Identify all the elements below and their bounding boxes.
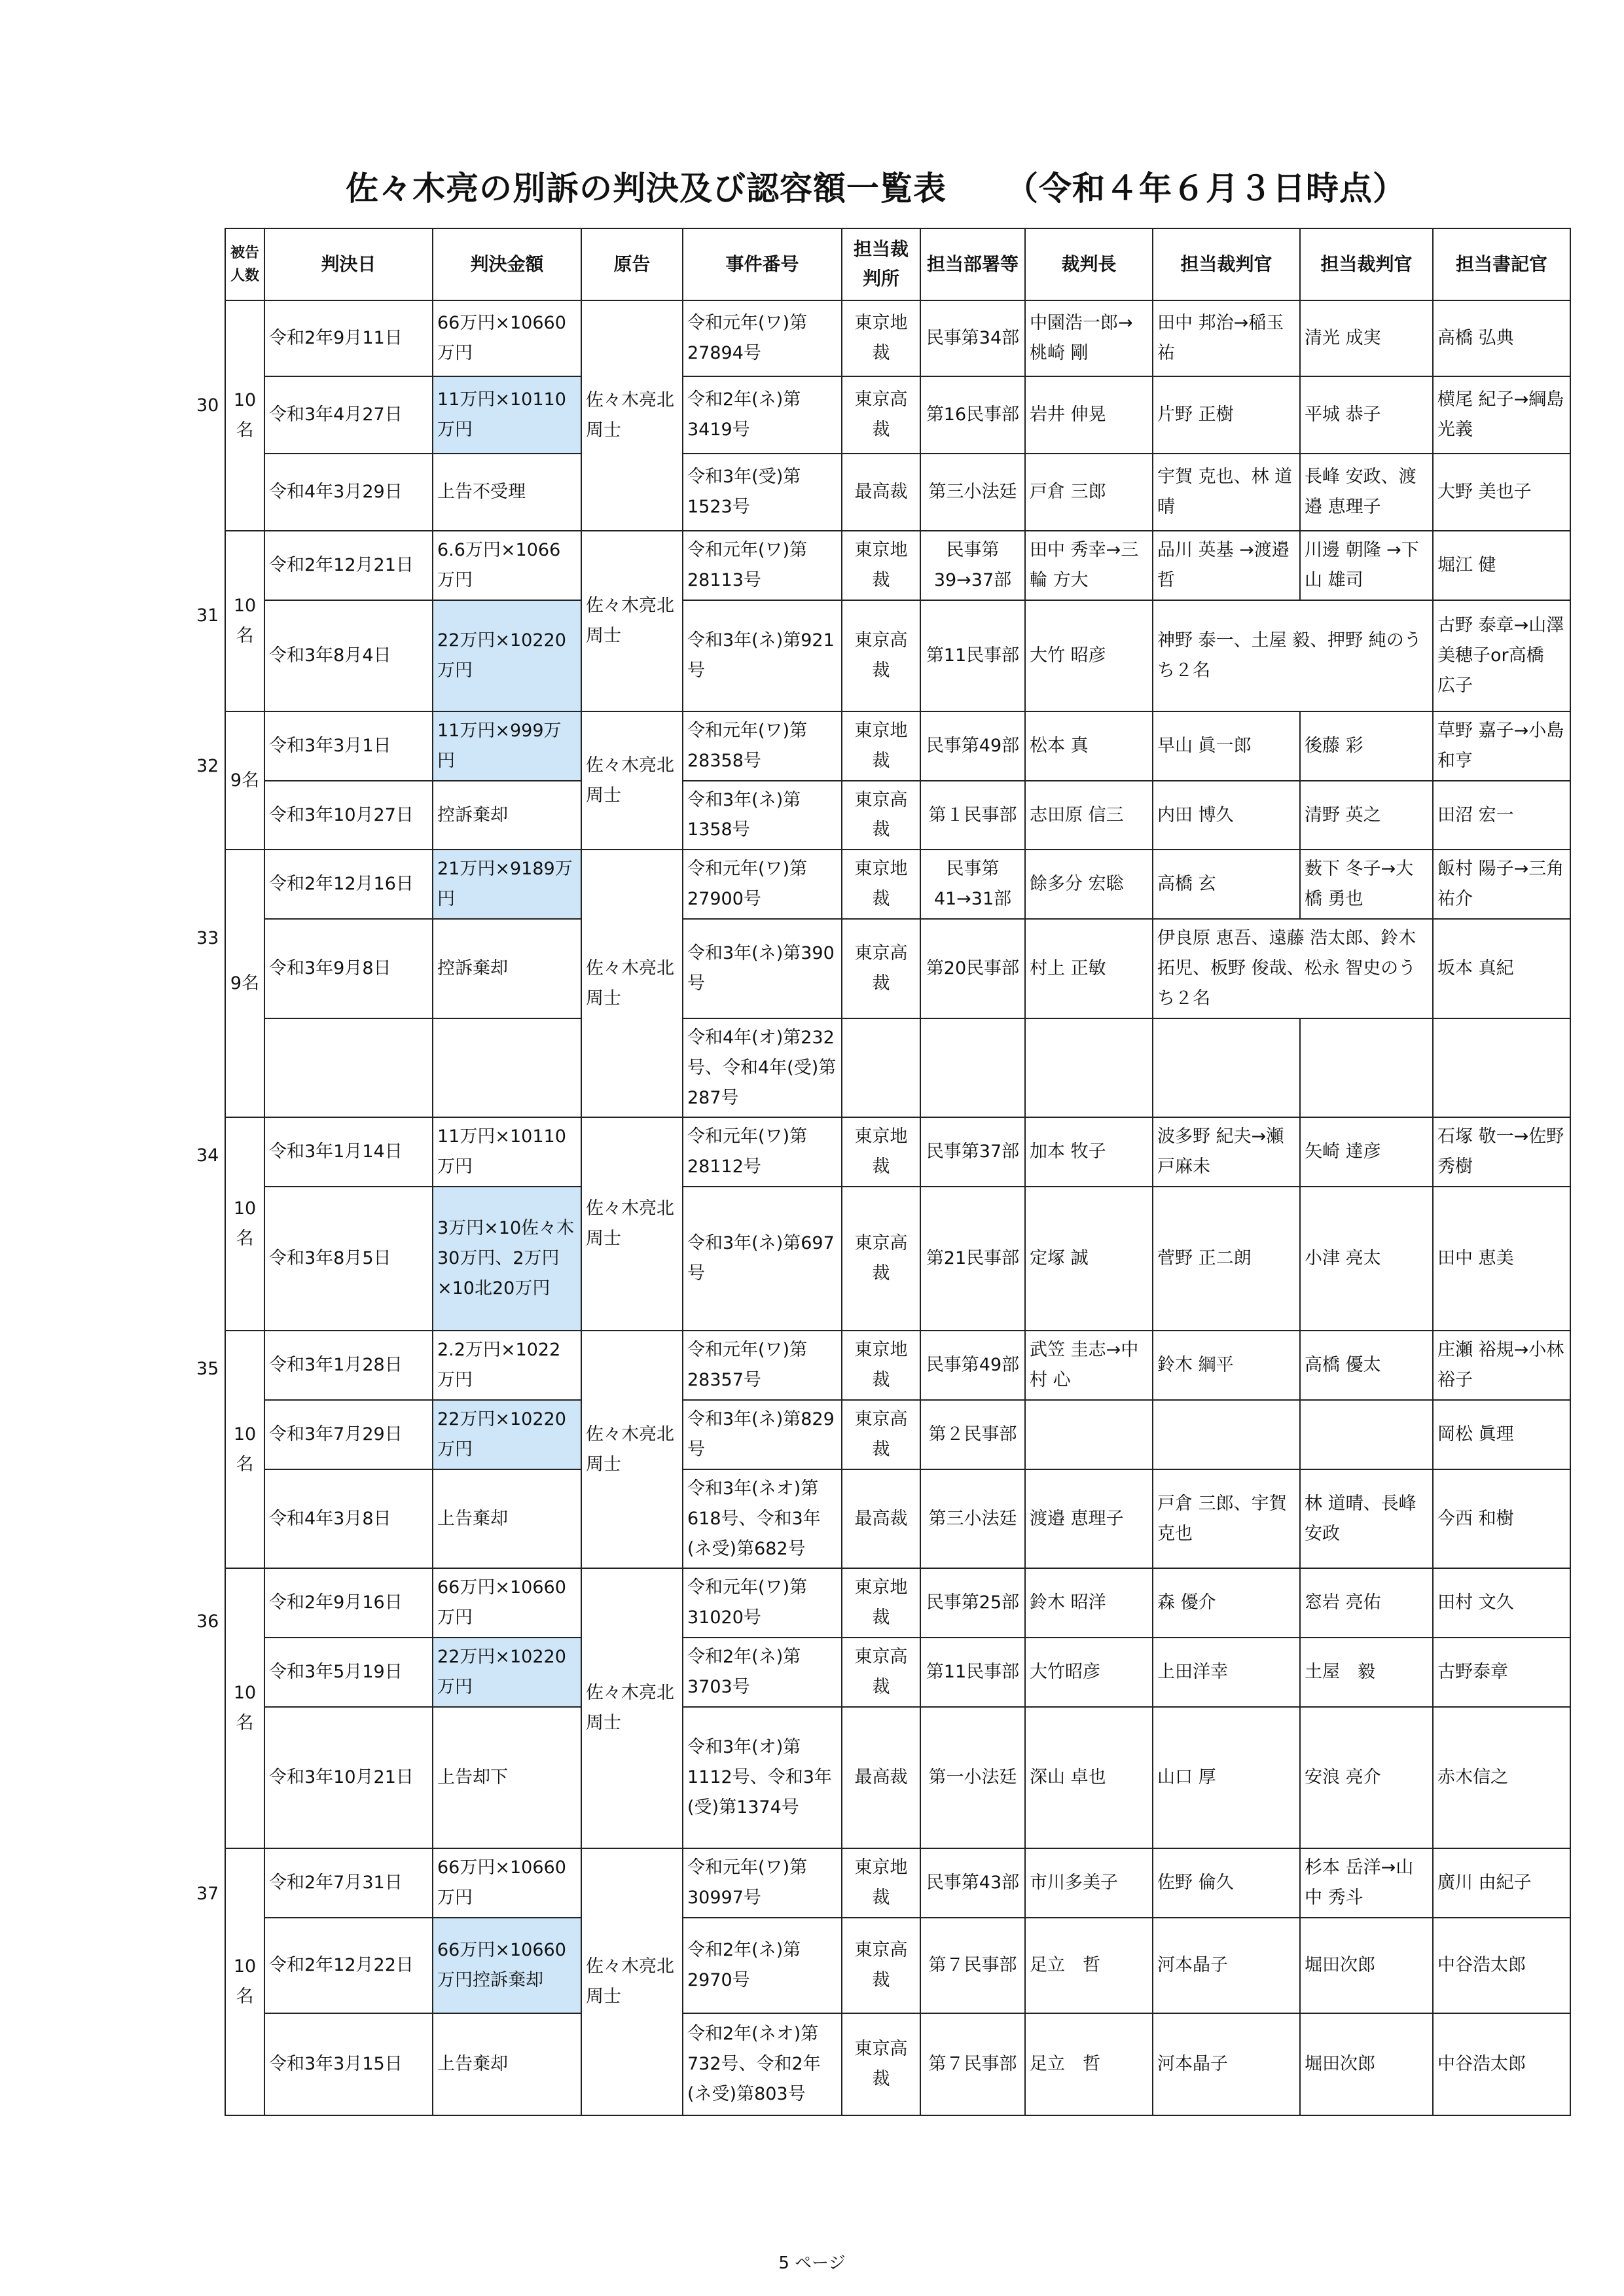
row-date: 令和2年9月11日: [264, 300, 433, 376]
header-judge2: 担当裁判官: [1300, 228, 1433, 300]
row-case: 令和元年(ワ)第28357号: [683, 1331, 842, 1400]
row-chief: 田中 秀幸→三輪 方大: [1025, 531, 1153, 600]
row-amount: 22万円×10220万円: [433, 600, 581, 711]
row-chief: [1025, 1400, 1153, 1469]
row-division: 民事第39→37部: [920, 531, 1025, 600]
row-chief: 定塚 誠: [1025, 1187, 1153, 1331]
row-clerk: 庄瀬 裕規→小林 裕子: [1433, 1331, 1570, 1400]
row-amount: 2.2万円×1022万円: [433, 1331, 581, 1400]
row-judge2: 長峰 安政、渡邉 恵理子: [1300, 454, 1433, 531]
row-court: 最高裁: [842, 1469, 920, 1569]
row-date: 令和3年1月28日: [264, 1331, 433, 1400]
row-amount: 上告却下: [433, 1707, 581, 1848]
row-judge2: 堀田次郎: [1300, 1918, 1433, 2013]
table-row: [225, 919, 1570, 1018]
row-judge1: 山口 厚: [1153, 1707, 1300, 1848]
row-chief: 鈴木 昭洋: [1025, 1568, 1153, 1638]
table-row: [225, 2013, 1570, 2115]
row-plaintiff: 佐々木亮北周士: [581, 1568, 683, 1848]
row-amount: 66万円×10660万円: [433, 1848, 581, 1918]
row-judge2: 土屋 毅: [1300, 1638, 1433, 1707]
row-division: 第16民事部: [920, 376, 1025, 454]
row-clerk: 飯村 陽子→三角 祐介: [1433, 850, 1570, 919]
row-judge1: 品川 英基 →渡邉 哲: [1153, 531, 1300, 600]
table-row: [225, 1918, 1570, 2013]
row-court: 東京高裁: [842, 1187, 920, 1331]
row-plaintiff: 佐々木亮北周士: [581, 300, 683, 531]
row-judge2: 堀田次郎: [1300, 2013, 1433, 2115]
row-amount: 66万円×10660万円: [433, 300, 581, 376]
table-row: [225, 1018, 1570, 1118]
row-plaintiff: 佐々木亮北周士: [581, 1331, 683, 1568]
table-row: [225, 781, 1570, 850]
row-division: 第一小法廷: [920, 1707, 1025, 1848]
group-number: 36: [196, 1611, 219, 1632]
row-court: 東京高裁: [842, 1918, 920, 2013]
row-judge1: 波多野 紀夫→瀬戸麻未: [1153, 1117, 1300, 1187]
row-date: 令和3年10月27日: [264, 781, 433, 850]
row-clerk: 今西 和樹: [1433, 1469, 1570, 1569]
row-division: 第７民事部: [920, 2013, 1025, 2115]
row-case: 令和3年(ネ)第921号: [683, 600, 842, 711]
row-clerk: 草野 嘉子→小島 和亨: [1433, 711, 1570, 781]
row-amount: 11万円×10110万円: [433, 1117, 581, 1187]
row-amount: 上告棄却: [433, 1469, 581, 1569]
table-row: [225, 850, 1570, 919]
row-clerk: 田沼 宏一: [1433, 781, 1570, 850]
table-row: [225, 1568, 1570, 1638]
defendant-count: 9名: [225, 711, 264, 850]
row-date: 令和3年9月8日: [264, 919, 433, 1018]
defendant-count: 10名: [225, 1331, 264, 1568]
row-amount: 66万円×10660万円: [433, 1568, 581, 1638]
row-clerk: 堀江 健: [1433, 531, 1570, 600]
group-number: 37: [196, 1884, 219, 1904]
row-judge1: 宇賀 克也、林 道晴: [1153, 454, 1300, 531]
header-clerk: 担当書記官: [1433, 228, 1570, 300]
group-number: 35: [196, 1359, 219, 1379]
row-judge2: 安浪 亮介: [1300, 1707, 1433, 1848]
row-case: 令和3年(受)第1523号: [683, 454, 842, 531]
row-judge1: 早山 眞一郎: [1153, 711, 1300, 781]
row-date: 令和2年12月22日: [264, 1918, 433, 2013]
row-judge2: 薮下 冬子→大橋 勇也: [1300, 850, 1433, 919]
row-judge1: 伊良原 恵吾、遠藤 浩太郎、鈴木 拓児、板野 俊哉、松永 智史のうち２名: [1153, 919, 1433, 1018]
row-clerk: 中谷浩太郎: [1433, 2013, 1570, 2115]
table-row: [225, 376, 1570, 454]
row-judge2: 川邊 朝隆 →下山 雄司: [1300, 531, 1433, 600]
row-clerk: 横尾 紀子→綱島 光義: [1433, 376, 1570, 454]
row-clerk: 廣川 由紀子: [1433, 1848, 1570, 1918]
row-amount: 6.6万円×1066万円: [433, 531, 581, 600]
row-judge1: [1153, 1018, 1300, 1118]
table-row: [225, 1848, 1570, 1918]
row-judge2: [1300, 1018, 1433, 1118]
row-judge2: 林 道晴、長峰 安政: [1300, 1469, 1433, 1569]
row-court: 東京地裁: [842, 711, 920, 781]
header-division: 担当部署等: [920, 228, 1025, 300]
judgment-table: [225, 228, 1571, 2116]
row-case: 令和元年(ワ)第28112号: [683, 1117, 842, 1187]
row-case: 令和元年(ワ)第31020号: [683, 1568, 842, 1638]
row-case: 令和3年(ネオ)第618号、令和3年(ネ受)第682号: [683, 1469, 842, 1569]
row-case: 令和元年(ワ)第27900号: [683, 850, 842, 919]
header-judge1: 担当裁判官: [1153, 228, 1300, 300]
row-judge2: 平城 恭子: [1300, 376, 1433, 454]
row-date: 令和3年8月4日: [264, 600, 433, 711]
row-date: 令和2年12月21日: [264, 531, 433, 600]
row-division: 民事第49部: [920, 711, 1025, 781]
row-court: 東京高裁: [842, 2013, 920, 2115]
row-division: 第７民事部: [920, 1918, 1025, 2013]
row-division: 第21民事部: [920, 1187, 1025, 1331]
row-clerk: 田村 文久: [1433, 1568, 1570, 1638]
row-chief: 志田原 信三: [1025, 781, 1153, 850]
row-plaintiff: 佐々木亮北周士: [581, 711, 683, 850]
row-date: 令和2年7月31日: [264, 1848, 433, 1918]
row-judge1: 佐野 倫久: [1153, 1848, 1300, 1918]
row-chief: 中園浩一郎→桃崎 剛: [1025, 300, 1153, 376]
row-plaintiff: 佐々木亮北周士: [581, 850, 683, 1117]
row-amount: 控訴棄却: [433, 781, 581, 850]
row-judge1: 高橋 玄: [1153, 850, 1300, 919]
row-judge1: 河本晶子: [1153, 2013, 1300, 2115]
row-court: 東京地裁: [842, 1117, 920, 1187]
row-clerk: 田中 恵美: [1433, 1187, 1570, 1331]
row-chief: 武笠 圭志→中村 心: [1025, 1331, 1153, 1400]
row-division: 第１民事部: [920, 781, 1025, 850]
row-judge1: 戸倉 三郎、宇賀 克也: [1153, 1469, 1300, 1569]
row-case: 令和3年(ネ)第697号: [683, 1187, 842, 1331]
row-plaintiff: 佐々木亮北周士: [581, 531, 683, 711]
row-case: 令和2年(ネ)第2970号: [683, 1918, 842, 2013]
row-chief: 市川多美子: [1025, 1848, 1153, 1918]
row-case: 令和3年(ネ)第390号: [683, 919, 842, 1018]
table-row: [225, 454, 1570, 531]
row-judge1: 河本晶子: [1153, 1918, 1300, 2013]
table-row: [225, 1331, 1570, 1400]
row-case: 令和元年(ワ)第28358号: [683, 711, 842, 781]
row-division: 第三小法廷: [920, 1469, 1025, 1569]
header-chief: 裁判長: [1025, 228, 1153, 300]
row-amount: 3万円×10佐々木30万円、2万円×10北20万円: [433, 1187, 581, 1331]
defendant-count: 10名: [225, 1568, 264, 1848]
group-number: 34: [196, 1145, 219, 1166]
row-division: 民事第34部: [920, 300, 1025, 376]
row-chief: 足立 哲: [1025, 2013, 1153, 2115]
row-clerk: 古野 泰章→山澤 美穂子or高橋 広子: [1433, 600, 1570, 711]
row-date: 令和3年8月5日: [264, 1187, 433, 1331]
row-amount: 66万円×10660万円控訴棄却: [433, 1918, 581, 2013]
row-clerk: 大野 美也子: [1433, 454, 1570, 531]
row-date: 令和2年12月16日: [264, 850, 433, 919]
row-clerk: 岡松 眞理: [1433, 1400, 1570, 1469]
row-amount: 11万円×10110万円: [433, 376, 581, 454]
row-clerk: 中谷浩太郎: [1433, 1918, 1570, 2013]
header-count: 被告人数: [225, 228, 264, 300]
table-row: [225, 711, 1570, 781]
row-amount: 控訴棄却: [433, 919, 581, 1018]
title-date: （令和４年６月３日時点）: [1005, 170, 1406, 207]
row-case: 令和元年(ワ)第27894号: [683, 300, 842, 376]
row-court: [842, 1018, 920, 1118]
header-court: 担当裁判所: [842, 228, 920, 300]
row-court: 東京地裁: [842, 300, 920, 376]
row-chief: 大竹 昭彦: [1025, 600, 1153, 711]
row-plaintiff: 佐々木亮北周士: [581, 1117, 683, 1331]
row-court: 東京地裁: [842, 850, 920, 919]
row-judge2: 高橋 優太: [1300, 1331, 1433, 1400]
row-court: 東京高裁: [842, 600, 920, 711]
row-court: 東京地裁: [842, 531, 920, 600]
header-row: [225, 228, 1570, 300]
row-division: 第２民事部: [920, 1400, 1025, 1469]
defendant-count: 10名: [225, 1848, 264, 2115]
row-chief: 大竹昭彦: [1025, 1638, 1153, 1707]
table-row: [225, 300, 1570, 376]
row-chief: 餘多分 宏聡: [1025, 850, 1153, 919]
row-division: 民事第41→31部: [920, 850, 1025, 919]
row-division: 民事第49部: [920, 1331, 1025, 1400]
table-row: [225, 1638, 1570, 1707]
row-case: 令和4年(オ)第232号、令和4年(受)第287号: [683, 1018, 842, 1118]
row-judge2: 矢崎 達彦: [1300, 1117, 1433, 1187]
group-number: 31: [196, 605, 219, 626]
row-division: 第11民事部: [920, 1638, 1025, 1707]
row-judge1: 上田洋幸: [1153, 1638, 1300, 1707]
row-date: 令和3年5月19日: [264, 1638, 433, 1707]
row-date: 令和4年3月8日: [264, 1469, 433, 1569]
row-division: 民事第25部: [920, 1568, 1025, 1638]
row-judge1: 田中 邦治→稲玉 祐: [1153, 300, 1300, 376]
table-row: [225, 1117, 1570, 1187]
row-court: 最高裁: [842, 454, 920, 531]
row-court: 東京高裁: [842, 919, 920, 1018]
row-case: 令和2年(ネオ)第732号、令和2年(ネ受)第803号: [683, 2013, 842, 2115]
row-date: 令和3年1月14日: [264, 1117, 433, 1187]
row-court: 東京地裁: [842, 1331, 920, 1400]
row-court: 東京高裁: [842, 376, 920, 454]
row-chief: 加本 牧子: [1025, 1117, 1153, 1187]
table-row: [225, 1707, 1570, 1848]
group-number: 30: [196, 395, 219, 416]
header-plaintiff: 原告: [581, 228, 683, 300]
row-case: 令和3年(ネ)第1358号: [683, 781, 842, 850]
table-row: [225, 531, 1570, 600]
row-date: 令和2年9月16日: [264, 1568, 433, 1638]
row-amount: 22万円×10220万円: [433, 1400, 581, 1469]
row-date: 令和3年3月15日: [264, 2013, 433, 2115]
row-chief: 足立 哲: [1025, 1918, 1153, 2013]
table-row: [225, 1187, 1570, 1331]
row-clerk: [1433, 1018, 1570, 1118]
table-row: [225, 1469, 1570, 1569]
row-amount: 上告不受理: [433, 454, 581, 531]
row-judge1: 菅野 正二朗: [1153, 1187, 1300, 1331]
row-chief: 深山 卓也: [1025, 1707, 1153, 1848]
row-amount: 上告棄却: [433, 2013, 581, 2115]
row-court: 東京地裁: [842, 1848, 920, 1918]
row-clerk: 高橋 弘典: [1433, 300, 1570, 376]
row-judge1: [1153, 1400, 1300, 1469]
group-number: 33: [196, 928, 219, 948]
defendant-count: 10名: [225, 1117, 264, 1331]
row-judge2: 清野 英之: [1300, 781, 1433, 850]
row-court: 最高裁: [842, 1707, 920, 1848]
row-clerk: 古野泰章: [1433, 1638, 1570, 1707]
header-amount: 判決金額: [433, 228, 581, 300]
row-chief: 松本 真: [1025, 711, 1153, 781]
header-case: 事件番号: [683, 228, 842, 300]
row-judge1: 鈴木 綱平: [1153, 1331, 1300, 1400]
row-clerk: 坂本 真紀: [1433, 919, 1570, 1018]
group-number: 32: [196, 756, 219, 776]
row-judge2: [1300, 1400, 1433, 1469]
row-judge1: 神野 泰一、土屋 毅、押野 純のうち２名: [1153, 600, 1433, 711]
defendant-count: 9名: [225, 850, 264, 1117]
row-amount: 21万円×9189万円: [433, 850, 581, 919]
row-division: 民事第43部: [920, 1848, 1025, 1918]
row-amount: 11万円×999万円: [433, 711, 581, 781]
row-chief: 岩井 伸晃: [1025, 376, 1153, 454]
row-judge2: 小津 亮太: [1300, 1187, 1433, 1331]
row-case: 令和3年(ネ)第829号: [683, 1400, 842, 1469]
row-judge2: 清光 成実: [1300, 300, 1433, 376]
row-court: 東京高裁: [842, 1400, 920, 1469]
row-chief: [1025, 1018, 1153, 1118]
row-date: 令和3年7月29日: [264, 1400, 433, 1469]
row-case: 令和2年(ネ)第3419号: [683, 376, 842, 454]
row-amount: 22万円×10220万円: [433, 1638, 581, 1707]
row-date: [264, 1018, 433, 1118]
row-judge2: 窓岩 亮佑: [1300, 1568, 1433, 1638]
row-clerk: 石塚 敬一→佐野 秀樹: [1433, 1117, 1570, 1187]
row-date: 令和3年4月27日: [264, 376, 433, 454]
row-division: 民事第37部: [920, 1117, 1025, 1187]
title-text: 佐々木亮の別訴の判決及び認容額一覧表: [346, 170, 947, 207]
row-judge1: 内田 博久: [1153, 781, 1300, 850]
row-date: 令和3年10月21日: [264, 1707, 433, 1848]
row-judge2: 後藤 彩: [1300, 711, 1433, 781]
page-title: [346, 162, 1406, 209]
header-date: 判決日: [264, 228, 433, 300]
defendant-count: 10名: [225, 300, 264, 531]
row-amount: [433, 1018, 581, 1118]
row-division: 第20民事部: [920, 919, 1025, 1018]
table-row: [225, 600, 1570, 711]
row-division: 第11民事部: [920, 600, 1025, 711]
row-case: 令和元年(ワ)第30997号: [683, 1848, 842, 1918]
row-division: 第三小法廷: [920, 454, 1025, 531]
row-chief: 戸倉 三郎: [1025, 454, 1153, 531]
row-plaintiff: 佐々木亮北周士: [581, 1848, 683, 2115]
row-judge1: 森 優介: [1153, 1568, 1300, 1638]
page-footer: 5 ページ: [778, 2253, 846, 2273]
row-court: 東京高裁: [842, 781, 920, 850]
row-chief: 村上 正敏: [1025, 919, 1153, 1018]
row-clerk: 赤木信之: [1433, 1707, 1570, 1848]
defendant-count: 10名: [225, 531, 264, 711]
row-court: 東京地裁: [842, 1568, 920, 1638]
row-judge1: 片野 正樹: [1153, 376, 1300, 454]
row-judge2: 杉本 岳洋→山中 秀斗: [1300, 1848, 1433, 1918]
row-date: 令和4年3月29日: [264, 454, 433, 531]
row-case: 令和2年(ネ)第3703号: [683, 1638, 842, 1707]
row-division: [920, 1018, 1025, 1118]
row-chief: 渡邉 恵理子: [1025, 1469, 1153, 1569]
row-case: 令和元年(ワ)第28113号: [683, 531, 842, 600]
row-date: 令和3年3月1日: [264, 711, 433, 781]
table-row: [225, 1400, 1570, 1469]
row-case: 令和3年(オ)第1112号、令和3年(受)第1374号: [683, 1707, 842, 1848]
row-court: 東京高裁: [842, 1638, 920, 1707]
